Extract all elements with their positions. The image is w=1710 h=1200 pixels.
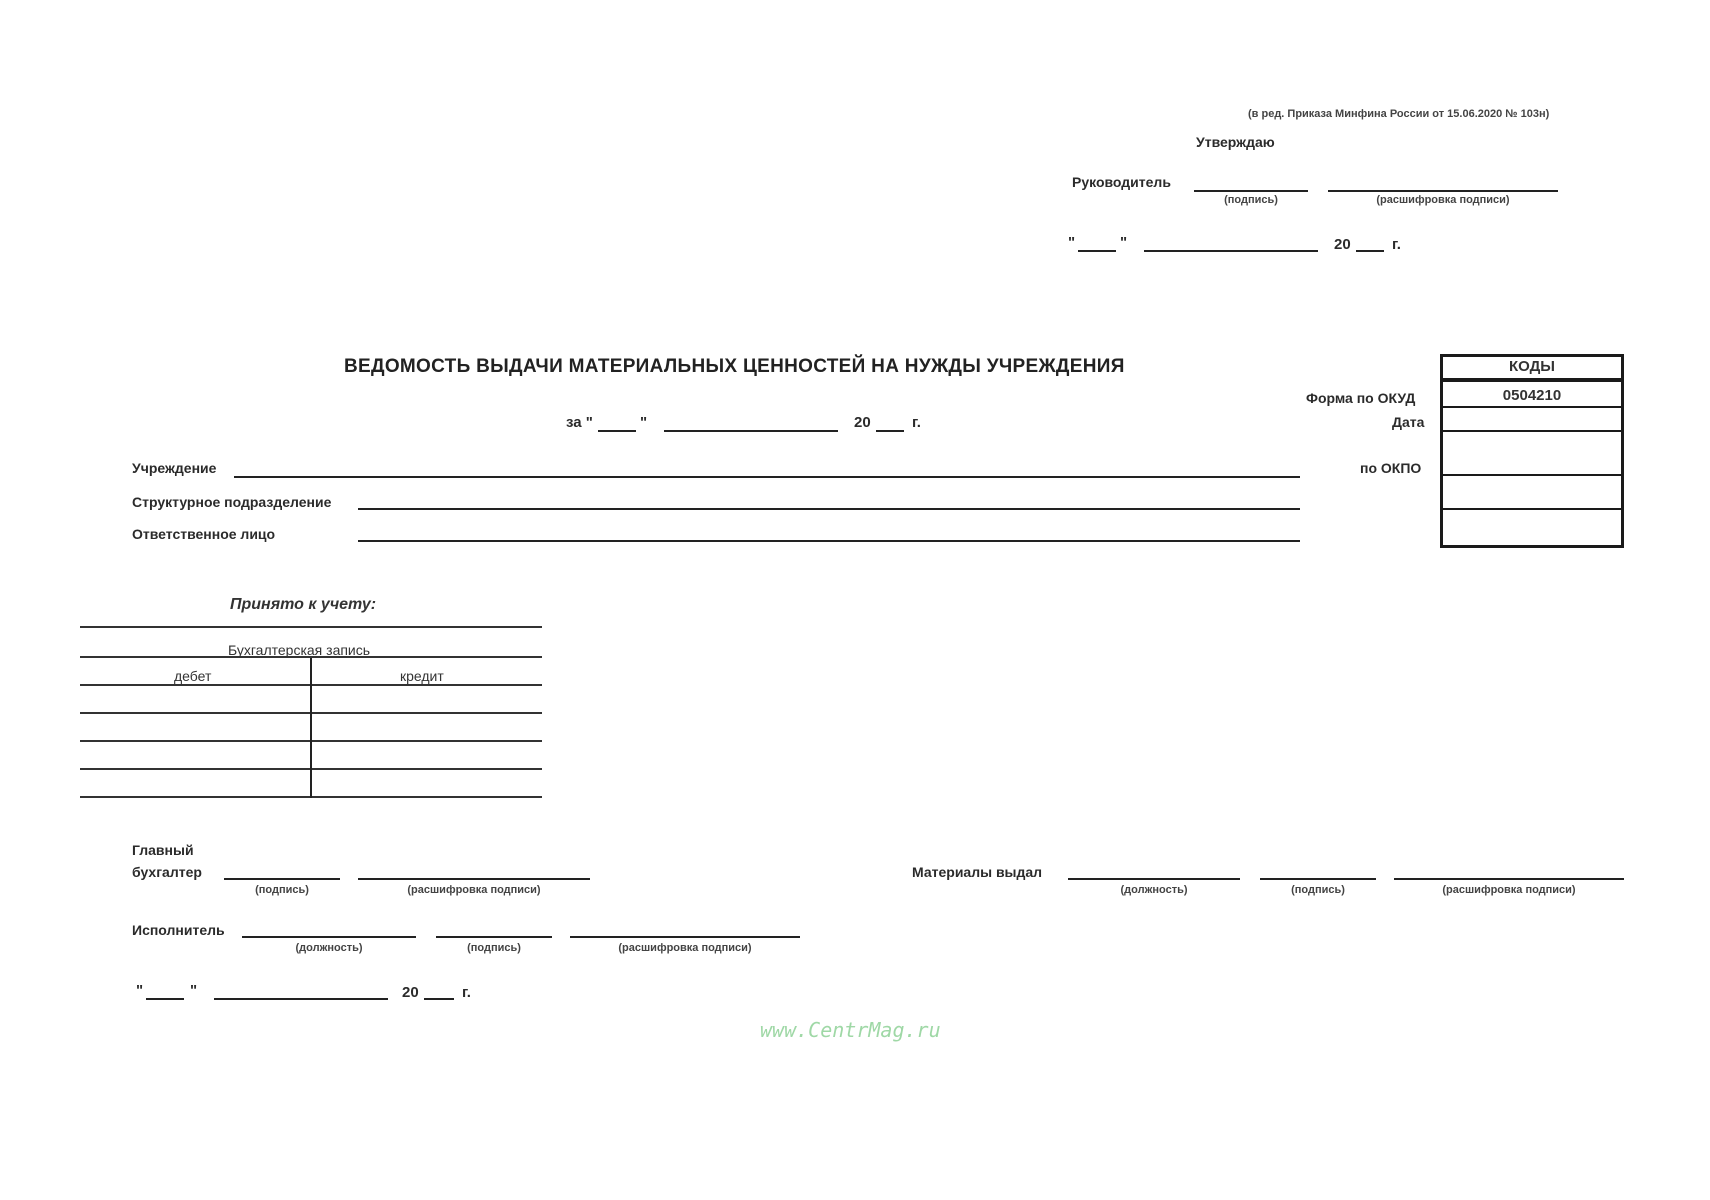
issued-position-line[interactable]	[1068, 878, 1240, 880]
accepted-line	[80, 626, 542, 628]
period-day-line[interactable]	[598, 430, 636, 432]
approve-date-quote-close: "	[1120, 234, 1128, 251]
period-year-suffix: г.	[912, 414, 921, 431]
head-signature-caption: (подпись)	[1224, 194, 1278, 206]
issued-decoding-line[interactable]	[1394, 878, 1624, 880]
subdivision-line[interactable]	[358, 508, 1300, 510]
approve-date-quote-open: "	[1068, 234, 1076, 251]
okpo-label: по ОКПО	[1360, 460, 1422, 476]
approve-label: Утверждаю	[1196, 134, 1275, 150]
codes-header: КОДЫ	[1440, 354, 1624, 380]
chief-signature-line[interactable]	[224, 878, 340, 880]
bottom-day-line[interactable]	[146, 998, 184, 1000]
date-label: Дата	[1392, 414, 1425, 430]
period-month-line[interactable]	[664, 430, 838, 432]
chief-accountant-label-2: бухгалтер	[132, 864, 202, 880]
credit-label: кредит	[400, 668, 444, 684]
chief-signature-caption: (подпись)	[255, 884, 309, 896]
bottom-date-quote-close: "	[190, 982, 198, 999]
head-signature-line[interactable]	[1194, 190, 1308, 192]
executor-decoding-caption: (расшифровка подписи)	[618, 942, 752, 954]
executor-position-caption: (должность)	[295, 942, 363, 954]
approve-year-suffix: г.	[1392, 236, 1401, 253]
institution-line[interactable]	[234, 476, 1300, 478]
bottom-year-line[interactable]	[424, 998, 454, 1000]
document-title: ВЕДОМОСТЬ ВЫДАЧИ МАТЕРИАЛЬНЫХ ЦЕННОСТЕЙ НА НУЖДЫ УЧРЕЖДЕНИЯ	[344, 356, 1125, 377]
period-prefix: за "	[566, 414, 593, 431]
bottom-date-quote-open: "	[136, 982, 144, 999]
watermark: www.CentrMag.ru	[760, 1018, 941, 1042]
accepted-label: Принято к учету:	[230, 596, 377, 613]
head-signature-decoding-caption: (расшифровка подписи)	[1376, 194, 1510, 206]
okud-code-cell: 0504210	[1440, 380, 1624, 408]
code-cell-4[interactable]	[1440, 476, 1624, 510]
head-label: Руководитель	[1072, 174, 1171, 190]
issued-decoding-caption: (расшифровка подписи)	[1442, 884, 1576, 896]
okpo-code-cell[interactable]	[1440, 432, 1624, 476]
executor-signature-caption: (подпись)	[467, 942, 521, 954]
chief-decoding-caption: (расшифровка подписи)	[407, 884, 541, 896]
issued-signature-line[interactable]	[1260, 878, 1376, 880]
responsible-line[interactable]	[358, 540, 1300, 542]
chief-decoding-line[interactable]	[358, 878, 590, 880]
edition-note: (в ред. Приказа Минфина России от 15.06.2020 № 103н)	[1248, 108, 1550, 120]
executor-label: Исполнитель	[132, 922, 225, 938]
bottom-year-prefix: 20	[402, 984, 419, 1001]
form-okud-label: Форма по ОКУД	[1306, 390, 1416, 406]
head-signature-decoding-line[interactable]	[1328, 190, 1558, 192]
debit-label: дебет	[174, 668, 212, 684]
approve-month-line[interactable]	[1144, 250, 1318, 252]
issued-position-caption: (должность)	[1120, 884, 1188, 896]
responsible-label: Ответственное лицо	[132, 526, 276, 542]
materials-issued-label: Материалы выдал	[912, 864, 1043, 880]
entry-label: Бухгалтерская запись	[228, 642, 371, 658]
period-year-prefix: 20	[854, 414, 871, 431]
executor-signature-line[interactable]	[436, 936, 552, 938]
debit-credit-divider	[310, 658, 312, 798]
subdivision-label: Структурное подразделение	[132, 494, 332, 510]
chief-accountant-label-1: Главный	[132, 842, 194, 858]
approve-year-line[interactable]	[1356, 250, 1384, 252]
period-year-line[interactable]	[876, 430, 904, 432]
approve-day-line[interactable]	[1078, 250, 1116, 252]
period-quote-close: "	[640, 414, 648, 431]
bottom-year-suffix: г.	[462, 984, 471, 1001]
approve-year-prefix: 20	[1334, 236, 1351, 253]
date-code-cell[interactable]	[1440, 408, 1624, 432]
issued-signature-caption: (подпись)	[1291, 884, 1345, 896]
bottom-month-line[interactable]	[214, 998, 388, 1000]
executor-decoding-line[interactable]	[570, 936, 800, 938]
executor-position-line[interactable]	[242, 936, 416, 938]
institution-label: Учреждение	[132, 460, 217, 476]
